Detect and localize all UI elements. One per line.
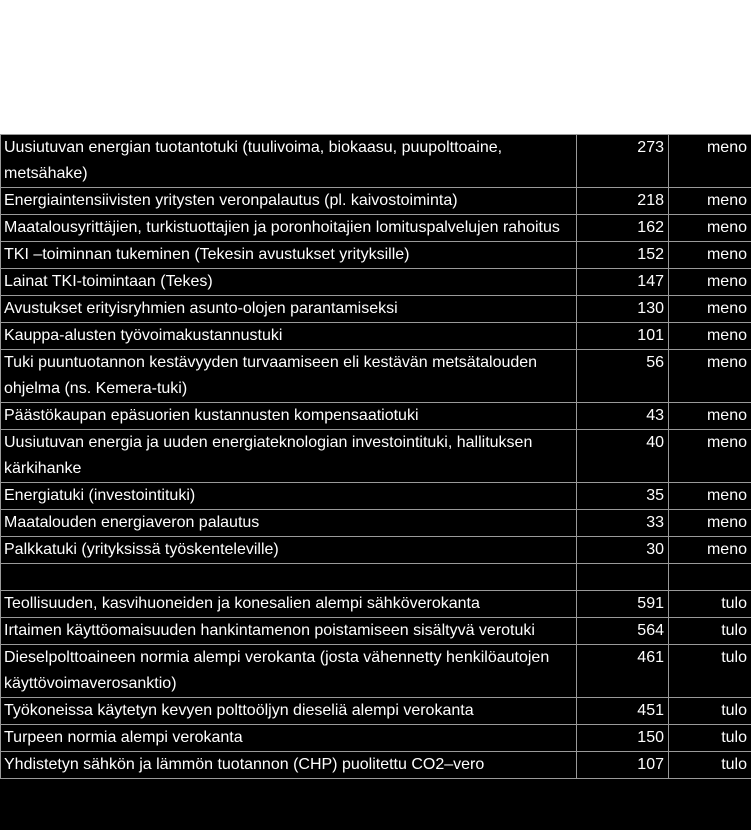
subsidy-table — [0, 134, 751, 779]
table-row — [1, 242, 751, 269]
row-label: Päästökaupan epäsuorien kustannusten kompensaatiotuki — [1, 403, 577, 430]
row-label: Avustukset erityisryhmien asunto-olojen parantamiseksi — [1, 296, 577, 323]
row-type: meno — [669, 350, 751, 403]
row-label: Yhdistetyn sähkön ja lämmön tuotannon (CHP) puolitettu CO2–vero — [1, 752, 577, 779]
row-label: Lainat TKI-toimintaan (Tekes) — [1, 269, 577, 296]
row-value: 591 — [577, 591, 669, 618]
row-type: meno — [669, 296, 751, 323]
row-label: Irtaimen käyttöomaisuuden hankintamenon poistamiseen sisältyvä verotuki — [1, 618, 577, 645]
row-type: meno — [669, 510, 751, 537]
table-row — [1, 483, 751, 510]
table-row — [1, 752, 751, 779]
row-value: 101 — [577, 323, 669, 350]
row-label: Teollisuuden, kasvihuoneiden ja konesalien alempi sähköverokanta — [1, 591, 577, 618]
row-type: meno — [669, 135, 751, 188]
row-value: 35 — [577, 483, 669, 510]
row-value: 147 — [577, 269, 669, 296]
row-type: tulo — [669, 618, 751, 645]
row-value: 461 — [577, 645, 669, 698]
table-row — [1, 269, 751, 296]
section-separator-row — [1, 564, 751, 591]
table-row — [1, 323, 751, 350]
row-value: 43 — [577, 403, 669, 430]
table-row — [1, 645, 751, 698]
table-row — [1, 215, 751, 242]
table-row — [1, 725, 751, 752]
row-type: meno — [669, 242, 751, 269]
row-label: Dieselpolttoaineen normia alempi verokanta (josta vähennetty henkilöautojen käyttövoimaverosanktio) — [1, 645, 577, 698]
empty-cell — [1, 564, 577, 591]
row-type: meno — [669, 483, 751, 510]
row-type: tulo — [669, 591, 751, 618]
row-type: meno — [669, 188, 751, 215]
row-type: tulo — [669, 698, 751, 725]
row-label: Maatalouden energiaveron palautus — [1, 510, 577, 537]
row-label: Tuki puuntuotannon kestävyyden turvaamiseen eli kestävän metsätalouden ohjelma (ns. Kemera-tuki) — [1, 350, 577, 403]
table-row — [1, 591, 751, 618]
row-label: Maatalousyrittäjien, turkistuottajien ja poronhoitajien lomituspalvelujen rahoitus — [1, 215, 577, 242]
table-row — [1, 135, 751, 188]
table-row — [1, 510, 751, 537]
row-value: 33 — [577, 510, 669, 537]
row-value: 218 — [577, 188, 669, 215]
empty-cell — [669, 564, 751, 591]
row-value: 107 — [577, 752, 669, 779]
table-row — [1, 537, 751, 564]
row-label: Työkoneissa käytetyn kevyen polttoöljyn dieseliä alempi verokanta — [1, 698, 577, 725]
row-type: meno — [669, 430, 751, 483]
row-label: TKI –toiminnan tukeminen (Tekesin avustukset yrityksille) — [1, 242, 577, 269]
row-type: meno — [669, 403, 751, 430]
table-row — [1, 350, 751, 403]
row-value: 451 — [577, 698, 669, 725]
row-label: Kauppa-alusten työvoimakustannustuki — [1, 323, 577, 350]
row-label: Uusiutuvan energia ja uuden energiateknologian investointituki, hallituksen kärkihanke — [1, 430, 577, 483]
row-value: 30 — [577, 537, 669, 564]
row-type: tulo — [669, 725, 751, 752]
table-row — [1, 430, 751, 483]
row-label: Turpeen normia alempi verokanta — [1, 725, 577, 752]
table-row — [1, 618, 751, 645]
row-label: Energiatuki (investointituki) — [1, 483, 577, 510]
row-type: meno — [669, 215, 751, 242]
row-type: tulo — [669, 645, 751, 698]
row-label: Uusiutuvan energian tuotantotuki (tuulivoima, biokaasu, puupolttoaine, metsähake) — [1, 135, 577, 188]
row-value: 162 — [577, 215, 669, 242]
row-value: 273 — [577, 135, 669, 188]
row-type: tulo — [669, 752, 751, 779]
row-label: Energiaintensiivisten yritysten veronpalautus (pl. kaivostoiminta) — [1, 188, 577, 215]
row-type: meno — [669, 537, 751, 564]
table-row — [1, 403, 751, 430]
row-value: 40 — [577, 430, 669, 483]
empty-cell — [577, 564, 669, 591]
table-row — [1, 698, 751, 725]
table-row — [1, 188, 751, 215]
table-row — [1, 296, 751, 323]
row-label: Palkkatuki (yrityksissä työskenteleville) — [1, 537, 577, 564]
row-type: meno — [669, 269, 751, 296]
row-value: 150 — [577, 725, 669, 752]
row-type: meno — [669, 323, 751, 350]
row-value: 130 — [577, 296, 669, 323]
subsidy-table-container — [0, 134, 751, 830]
row-value: 56 — [577, 350, 669, 403]
row-value: 564 — [577, 618, 669, 645]
row-value: 152 — [577, 242, 669, 269]
